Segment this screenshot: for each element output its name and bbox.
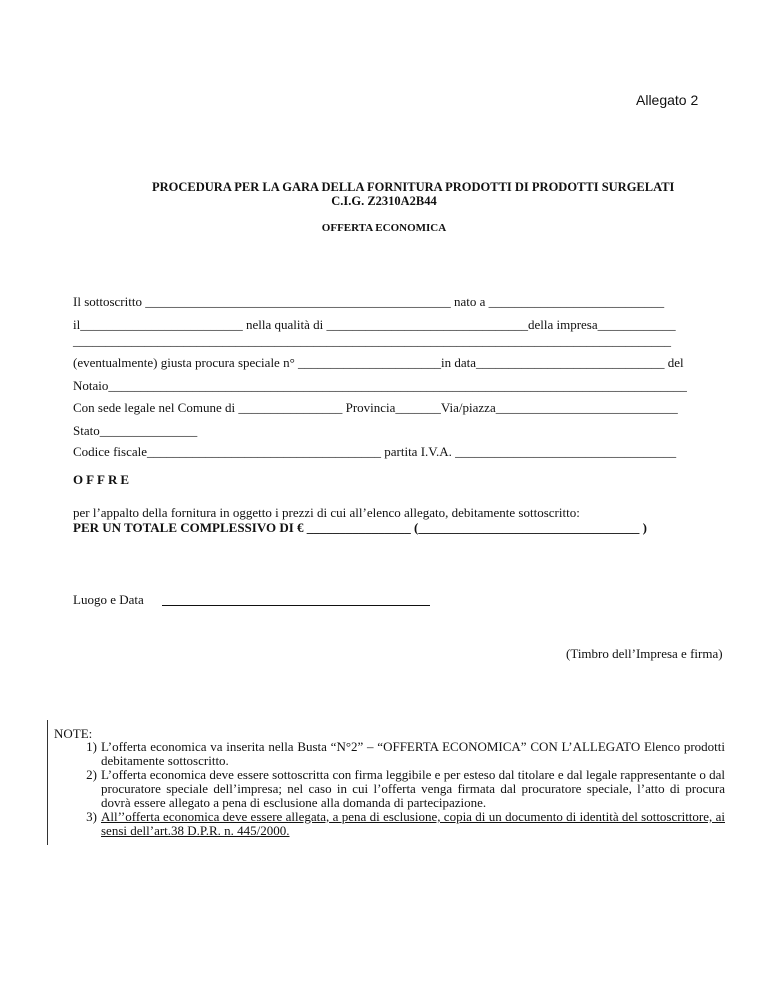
- timbro-firma-label: (Timbro dell’Impresa e firma): [566, 646, 723, 661]
- section-title: OFFERTA ECONOMICA: [321, 222, 447, 234]
- cig-code: C.I.G. Z2310A2B44: [331, 194, 437, 208]
- note-text: All’’offerta economica deve essere allegata, a pena di esclusione, copia di un documento di identità del sottoscrittore, ai sensi dell’art.38 D.P.R. n. 445/2000.: [101, 809, 725, 838]
- document-title: PROCEDURA PER LA GARA DELLA FORNITURA PRODOTTI DI PRODOTTI SURGELATI: [152, 180, 675, 194]
- notes-sidebar-rule: [47, 720, 48, 845]
- note-number: 2): [86, 767, 97, 782]
- form-line-sede[interactable]: Con sede legale nel Comune di ________________ Provincia_______Via/piazza____________________________: [73, 400, 678, 415]
- note-number: 3): [86, 809, 97, 824]
- form-line-procura[interactable]: (eventualmente) giusta procura speciale n° ______________________in data_____________________________ del: [73, 355, 684, 370]
- form-line-qualita[interactable]: il_________________________ nella qualità di _______________________________della impresa____________: [73, 317, 676, 332]
- luogo-data-label: Luogo e Data: [73, 592, 144, 607]
- form-line-codice-fiscale[interactable]: Codice fiscale____________________________________ partita I.V.A. __________________________________: [73, 444, 677, 459]
- totale-line[interactable]: PER UN TOTALE COMPLESSIVO DI € ________________ (__________________________________ ): [73, 520, 647, 535]
- form-line-sottoscritto[interactable]: Il sottoscritto _______________________________________________ nato a ___________________________: [73, 294, 665, 309]
- offre-heading: OFFRE: [73, 472, 133, 487]
- note-text: L’offerta economica deve essere sottoscritta con firma leggibile e per esteso dal titolare e dal legale rappresentante o dal procuratore speciale dell’impresa; nel caso in cui l’offerta venga firmata dal procuratore speciale, l’atto di procura dovrà essere allegato a pena di esclusione alla domanda di partecipazione.: [101, 767, 725, 810]
- form-line-blank[interactable]: ____________________________________________________________________________________________: [73, 333, 671, 348]
- notes-title: NOTE:: [54, 726, 93, 741]
- note-number: 1): [86, 739, 97, 754]
- form-line-stato[interactable]: Stato_______________: [73, 423, 198, 438]
- allegato-label: Allegato 2: [636, 92, 699, 108]
- luogo-data-field[interactable]: [162, 592, 430, 606]
- note-text: L’offerta economica va inserita nella Busta “N°2” – “OFFERTA ECONOMICA” CON L’ALLEGATO Elenco prodotti debitamente sottoscritto.: [101, 739, 725, 768]
- offre-text: per l’appalto della fornitura in oggetto i prezzi di cui all’elenco allegato, debitamente sottoscritto:: [73, 505, 580, 520]
- form-line-notaio[interactable]: Notaio_________________________________________________________________________________________: [73, 378, 687, 393]
